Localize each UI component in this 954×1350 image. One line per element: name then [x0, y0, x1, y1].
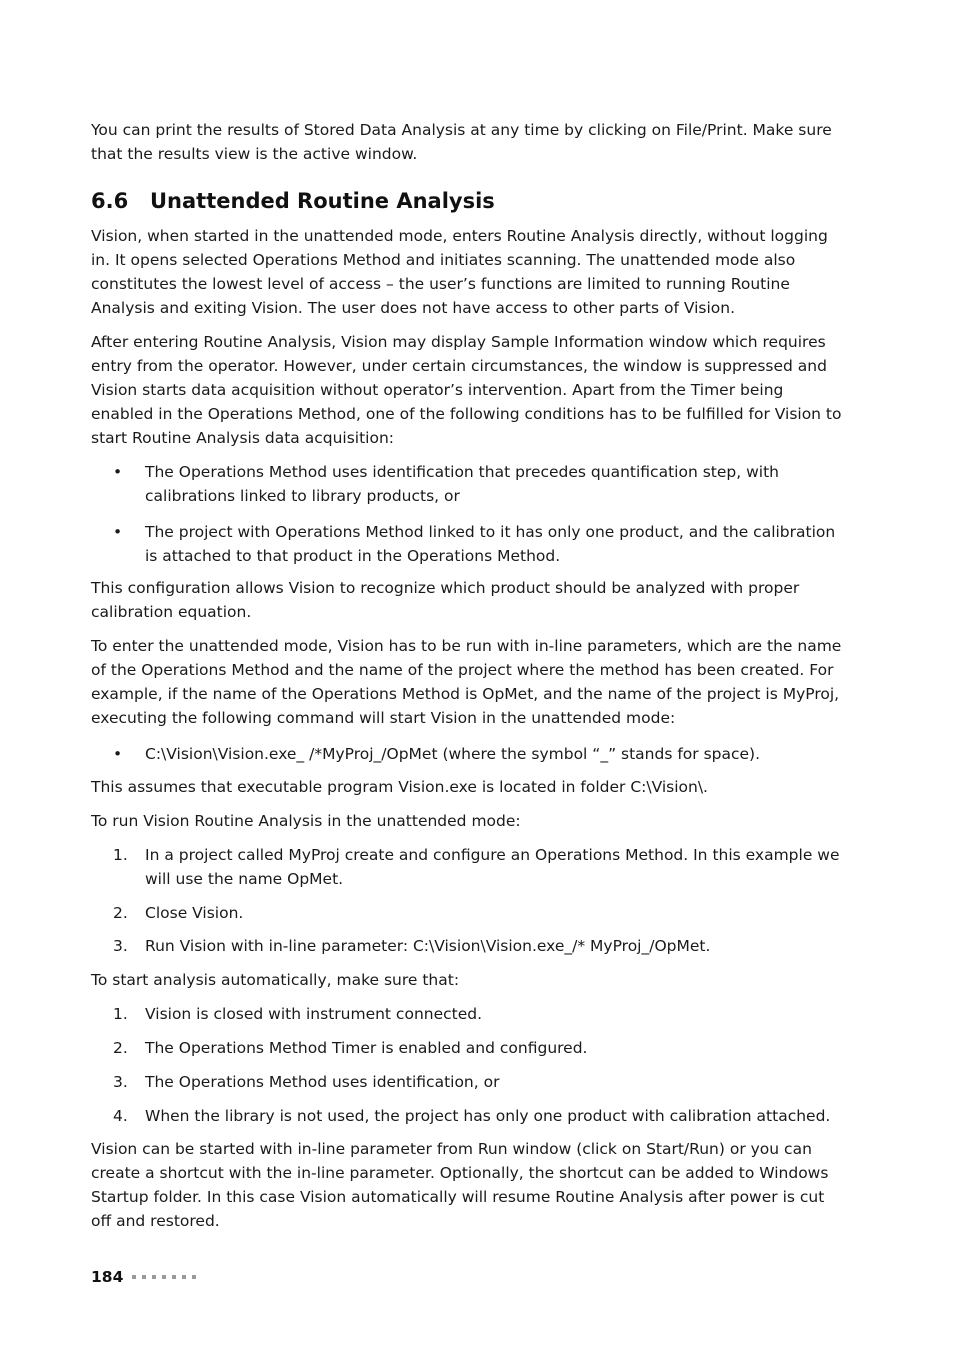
page-body [91, 118, 843, 1233]
list-item: 2. The Operations Method Timer is enabled and configured. [91, 1036, 843, 1060]
list-item: • The project with Operations Method linked to it has only one product, and the calibration is attached to that product in the Operations Method. [91, 520, 843, 568]
intro-paragraph: You can print the results of Stored Data Analysis at any time by clicking on File/Print. Make sure that the results view is the active window. [91, 121, 832, 163]
conditions-list [91, 460, 843, 568]
step-number: 3. [113, 937, 128, 955]
paragraph-auto-start-intro: To start analysis automatically, make sure that: [91, 971, 460, 989]
page-footer [91, 1268, 202, 1286]
list-item: 3. Run Vision with in-line parameter: C:\Vision\Vision.exe_/* MyProj_/OpMet. [91, 934, 843, 958]
step-number: 4. [113, 1107, 128, 1125]
list-item: 2. Close Vision. [91, 901, 843, 925]
list-item: 1. In a project called MyProj create and configure an Operations Method. In this example we will use the name OpMet. [91, 843, 843, 891]
list-item: 4. When the library is not used, the project has only one product with calibration attached. [91, 1104, 843, 1128]
step-number: 2. [113, 1039, 128, 1057]
step-number: 2. [113, 904, 128, 922]
bullet-marker: • [113, 745, 123, 763]
section-number: 6.6 [91, 189, 129, 213]
paragraph-unattended-mode: Vision, when started in the unattended mode, enters Routine Analysis directly, without logging in. It opens selected Operations Method and initiates scanning. The unattended mode also constitutes the lowest level of access – the user’s functions are limited to running Routine Analysis and exiting Vision. The user does not have access to other parts of Vision. [91, 227, 828, 317]
paragraph-inline-parameters: To enter the unattended mode, Vision has to be run with in-line parameters, which are the name of the Operations Method and the name of the project where the method has been created. For example, if the name of the Operations Method is OpMet, and the name of the project is MyProj, executing the following command will start Vision in the unattended mode: [91, 637, 842, 727]
paragraph-shortcut: Vision can be started with in-line parameter from Run window (click on Start/Run) or you can create a shortcut with the in-line parameter. Optionally, the shortcut can be added to Windows Startup folder. In this case Vision automatically will resume Routine Analysis after power is cut off and restored. [91, 1140, 829, 1230]
page-number: 184 [91, 1268, 124, 1286]
paragraph-run-steps-intro: To run Vision Routine Analysis in the unattended mode: [91, 812, 521, 830]
paragraph-routine-analysis: After entering Routine Analysis, Vision may display Sample Information window which requires entry from the operator. However, under certain circumstances, the window is suppressed and Vision starts data acquisition without operator’s intervention. Apart from the Timer being enabled in the Operations Method, one of the following conditions has to be fulfilled for Vision to start Routine Analysis data acquisition: [91, 333, 842, 447]
step-number: 3. [113, 1073, 128, 1091]
paragraph-configuration: This configuration allows Vision to recognize which product should be analyzed with proper calibration equation. [91, 579, 800, 621]
step-number: 1. [113, 1005, 128, 1023]
list-item: • The Operations Method uses identification that precedes quantification step, with calibrations linked to library products, or [91, 460, 843, 508]
list-item: 1. Vision is closed with instrument connected. [91, 1002, 843, 1026]
paragraph-executable-location: This assumes that executable program Vision.exe is located in folder C:\Vision\. [91, 778, 708, 796]
auto-start-list [91, 1002, 843, 1128]
footer-dots [132, 1275, 202, 1279]
command-list [91, 742, 843, 766]
bullet-marker: • [113, 523, 123, 541]
section-title: Unattended Routine Analysis [150, 189, 495, 213]
run-steps-list [91, 843, 843, 958]
section-heading [91, 188, 843, 214]
list-item: 3. The Operations Method uses identification, or [91, 1070, 843, 1094]
list-item: • C:\Vision\Vision.exe_ /*MyProj_/OpMet (where the symbol “_” stands for space). [91, 742, 843, 766]
bullet-marker: • [113, 463, 123, 481]
step-number: 1. [113, 846, 128, 864]
